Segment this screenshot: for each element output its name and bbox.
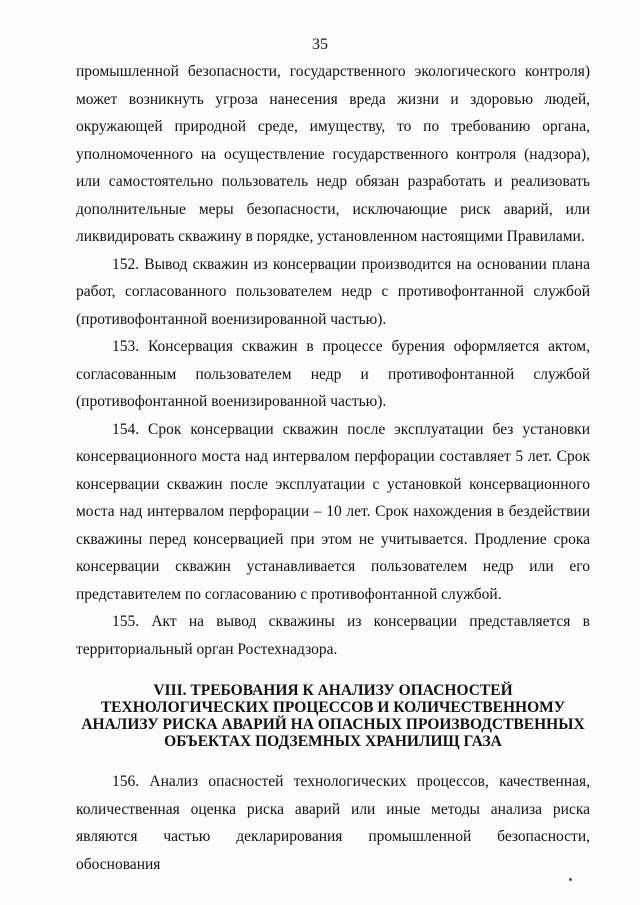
section-heading-line: АНАЛИЗУ РИСКА АВАРИЙ НА ОПАСНЫХ ПРОИЗВОДСТВЕННЫХ	[81, 716, 585, 733]
paragraph-153: 153. Консервация скважин в процессе бурения оформляется актом, согласованным пользователем недр и противофонтанной службой (противофонтанной военизированной частью).	[76, 338, 590, 410]
paragraph-152: 152. Вывод скважин из консервации производится на основании плана работ, согласованного пользователем недр с противофонтанной службой (противофонтанной военизированной частью).	[76, 255, 590, 328]
page-number: 35	[312, 36, 328, 53]
section-heading-line: VIII. ТРЕБОВАНИЯ К АНАЛИЗУ ОПАСНОСТЕЙ	[153, 682, 513, 699]
paragraph-154: 154. Срок консервации скважин после эксплуатации без установки консервационного моста над интервалом перфорации составляет 5 лет. Срок консервации скважин после эксплуатации с установкой консервационного моста над интервалом перфорации – 10 лет. Срок нахождения в бездействии скважины перед консервацией при этом не учитывается. Продление срока консервации скважин устанавливается пользователем недр или его представителем по согласованию с противофонтанной службой.	[76, 420, 590, 603]
paragraph-156: 156. Анализ опасностей технологических процессов, качественная, количественная оценка риска аварий или иные методы анализа риска являются частью декларирования промышленной безопасности, обоснования	[76, 773, 590, 873]
section-heading-line: ОБЪЕКТАХ ПОДЗЕМНЫХ ХРАНИЛИЩ ГАЗА	[164, 733, 502, 750]
scan-speck	[569, 878, 572, 881]
paragraph-151-continuation: промышленной безопасности, государственного экологического контроля) может возникнуть угроза нанесения вреда жизни и здоровью людей, окружающей природной среде, имуществу, то по требованию органа, уполномоченного на осуществление государственного контроля (надзора), или самостоятельно пользователь недр обязан разработать и реализовать дополнительные меры безопасности, исключающие риск аварий, или ликвидировать скважину в порядке, установленном настоящими Правилами.	[76, 63, 590, 245]
page-content	[76, 58, 590, 878]
section-heading-line: ТЕХНОЛОГИЧЕСКИХ ПРОЦЕССОВ И КОЛИЧЕСТВЕННОМУ	[100, 699, 566, 716]
section-heading	[76, 682, 590, 750]
paragraph-155: 155. Акт на вывод скважины из консервации представляется в территориальный орган Ростехнадзора.	[76, 613, 590, 658]
